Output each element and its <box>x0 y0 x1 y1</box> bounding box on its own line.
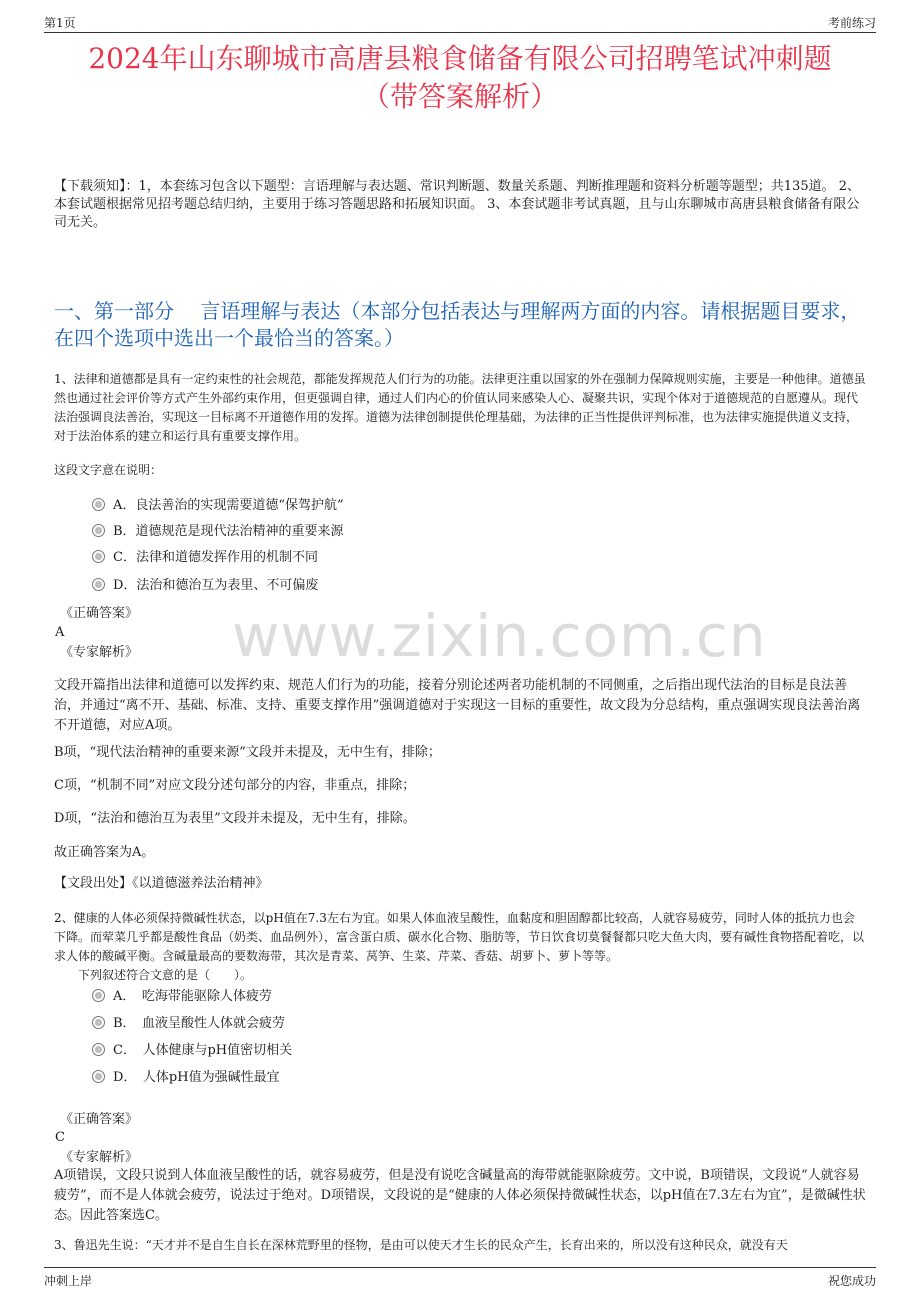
q1-prompt: 这段文字意在说明： <box>54 463 163 477</box>
q1-answer: A <box>55 625 65 640</box>
download-notice: 【下载须知】：1，本套练习包含以下题型：言语理解与表达题、常识判断题、数量关系题、判断推理题和资料分析题等题型；共135道。 2、本套试题根据常见招考题总结归纳，主要用于练习答题思路和拓展知识面。 3、本套试题非考试真题，且与山东聊城市高唐县粮食储备有限公司无关。 <box>54 179 860 230</box>
q2-option-c[interactable]: C． 人体健康与pH值密切相关 <box>92 1041 292 1061</box>
q1-option-c[interactable]: C．法律和道德发挥作用的机制不同 <box>92 548 318 568</box>
q2-option-b[interactable]: B． 血液呈酸性人体就会疲劳 <box>92 1014 285 1034</box>
radio-icon[interactable] <box>92 1070 105 1083</box>
q2-answer: C <box>55 1130 65 1145</box>
q1-analysis-main: 文段开篇指出法律和道德可以发挥约束、规范人们行为的功能，接着分别论述两者功能机制的不同侧重，之后指出现代法治的目标是良法善治，并通过“离不开、基础、标准、支持、重要支撑作用”强调道德对于实现这一目标的重要性，故文段为分总结构，重点强调实现良法善治离不开道德，对应A项。 <box>54 678 861 733</box>
q3-stem: 3、鲁迅先生说：“天才并不是自生自长在深林荒野里的怪物，是由可以使天才生长的民众产生，长育出来的，所以没有这种民众，就没有天 <box>54 1238 788 1252</box>
radio-icon[interactable] <box>92 550 105 563</box>
q1-source: 【文段出处】《以道德滋养法治精神》 <box>54 876 269 891</box>
q2-option-d[interactable]: D． 人体pH值为强碱性最宜 <box>92 1068 280 1088</box>
q2-stem: 2、健康的人体必须保持微碱性状态，以pH值在7.3左右为宜。如果人体血液呈酸性，血黏度和胆固醇都比较高，人就容易疲劳，同时人体的抵抗力也会下降。而荤菜几乎都是酸性食品（奶类、血品例外），富含蛋白质、碳水化合物、脂肪等，节日饮食切莫餐餐都只吃大鱼大肉，要有碱性食物搭配着吃，以求人体的酸碱平衡。含碱量最高的要数海带，其次是青菜、莴笋、生菜、芹菜、香菇、胡萝卜、萝卜等等。 <box>54 911 865 963</box>
radio-icon[interactable] <box>92 1016 105 1029</box>
header-tag: 考前练习 <box>827 16 876 30</box>
q1-analysis-b: B项，“现代法治精神的重要来源”文段并未提及，无中生有，排除； <box>54 745 441 760</box>
title-line-1: 2024年山东聊城市高唐县粮食储备有限公司招聘笔试冲刺题 <box>88 42 832 75</box>
q2-analysis-label: 《专家解析》 <box>60 1150 139 1165</box>
q2-option-a[interactable]: A． 吃海带能驱除人体疲劳 <box>92 987 272 1007</box>
radio-icon[interactable] <box>92 524 105 537</box>
footer-left: 冲刺上岸 <box>44 1274 93 1288</box>
q1-option-a[interactable]: A．良法善治的实现需要道德“保驾护航” <box>92 496 344 516</box>
radio-icon[interactable] <box>92 578 105 591</box>
radio-icon[interactable] <box>92 1043 105 1056</box>
radio-icon[interactable] <box>92 989 105 1002</box>
q1-option-b[interactable]: B．道德规范是现代法治精神的重要来源 <box>92 522 344 542</box>
page-title <box>40 40 880 116</box>
q1-analysis-c: C项，“机制不同”对应文段分述句部分的内容，非重点，排除； <box>54 778 416 793</box>
title-line-2: （带答案解析） <box>361 80 558 113</box>
footer-right: 祝您成功 <box>827 1274 876 1288</box>
q1-conclusion: 故正确答案为A。 <box>54 845 155 860</box>
radio-icon[interactable] <box>92 498 105 511</box>
page-header <box>44 10 876 33</box>
q2-analysis: A项错误，文段只说到人体血液呈酸性的话，就容易疲劳，但是没有说吃含碱量高的海带就能驱除疲劳。文中说，B项错误，文段说“人就容易疲劳”，而不是人体就会疲劳，说法过于绝对。D项错误，文段说的是“健康的人体必须保持微碱性状态，以pH值在7.3左右为宜”，是微碱性状态。因此答案选C。 <box>54 1168 866 1223</box>
page-number: 第1页 <box>44 16 76 30</box>
q2-answer-label: 《正确答案》 <box>60 1112 139 1127</box>
q1-option-d[interactable]: D．法治和德治互为表里、不可偏废 <box>92 576 318 596</box>
q1-answer-label: 《正确答案》 <box>60 606 139 621</box>
q1-stem: 1、法律和道德都是具有一定约束性的社会规范，都能发挥规范人们行为的功能。法律更注重以国家的外在强制力保障规则实施，主要是一种他律。道德虽然也通过社会评价等方式产生外部约束作用，但更强调自律，通过人们内心的价值认同来感染人心、凝聚共识，实现个体对于道德规范的自愿遵从。现代法治强调良法善治，实现这一目标离不开道德作用的发挥。道德为法律创制提供伦理基础，为法律的正当性提供评判标准，也为法律实施提供道义支持，对于法治体系的建立和运行具有重要支撑作用。 <box>54 372 866 443</box>
page-footer <box>44 1267 876 1290</box>
q2-prompt: 下列叙述符合文意的是（ ）。 <box>78 968 253 982</box>
section-heading: 一、第一部分 言语理解与表达（本部分包括表达与理解两方面的内容。请根据题目要求，在四个选项中选出一个最恰当的答案。） <box>54 299 861 350</box>
q1-analysis-label: 《专家解析》 <box>60 645 139 660</box>
q1-analysis-d: D项，“法治和德治互为表里”文段并未提及，无中生有，排除。 <box>54 811 416 826</box>
watermark: www.zixin.com.cn <box>232 602 767 670</box>
